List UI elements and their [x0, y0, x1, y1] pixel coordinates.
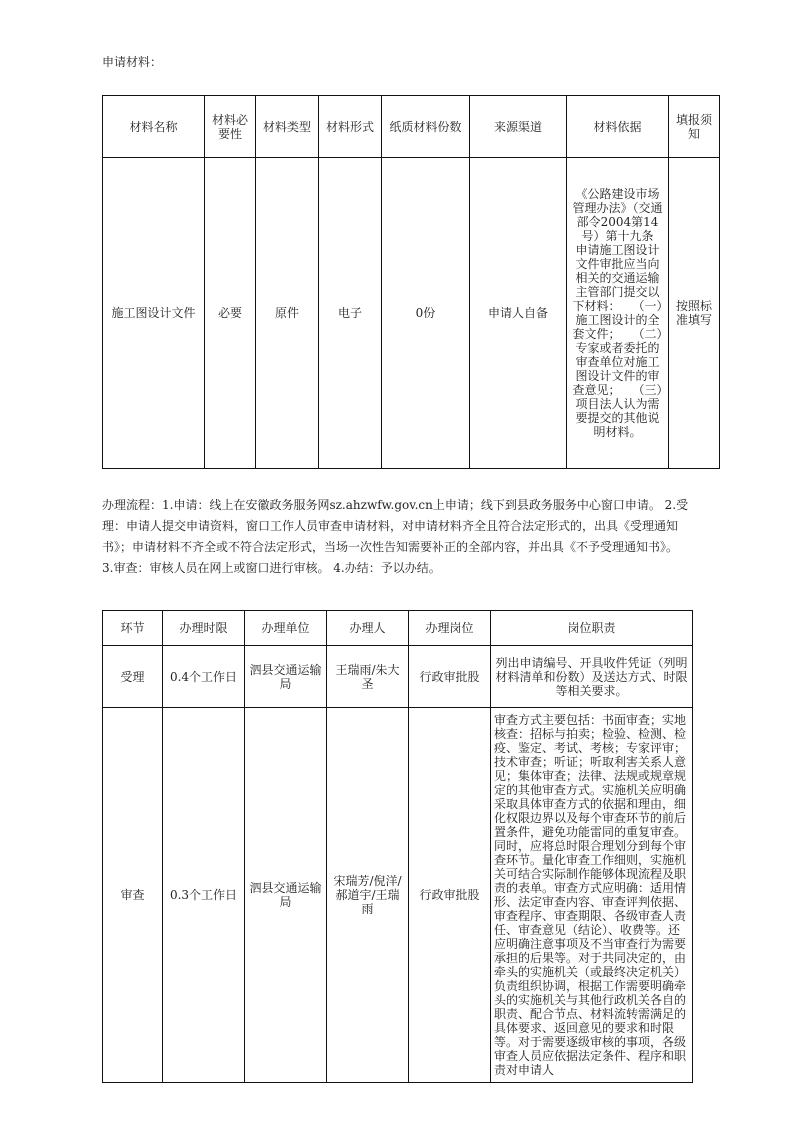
header-unit: 办理单位 — [245, 611, 327, 646]
cell-basis: 《公路建设市场管理办法》（交通部令2004第14号）第十九条 申请施工图设计文件审批应当向相关的交通运输主管部门提交以下材料： （一）施工图设计的全套文件； （二）专家或者委托的审查单位对施工图设计文件的审查意见； （三）项目法人认为需要提交的其他说明材料。 — [567, 158, 669, 469]
cell-duty: 列出申请编号、开具收件凭证（列明材料清单和份数）及送达方式、时限等相关要求。 — [491, 646, 693, 708]
table-row — [103, 158, 720, 469]
materials-title: 申请材料： — [102, 55, 163, 69]
header-post: 办理岗位 — [409, 611, 491, 646]
header-material-name: 材料名称 — [103, 96, 205, 158]
cell-material-form: 电子 — [319, 158, 382, 469]
table-row — [103, 708, 693, 1083]
cell-handler: 王瑞雨/朱大圣 — [327, 646, 409, 708]
cell-paper-copies: 0份 — [382, 158, 470, 469]
table-row — [103, 646, 693, 708]
materials-table — [102, 95, 720, 469]
cell-post: 行政审批股 — [409, 646, 491, 708]
header-necessity: 材料必要性 — [205, 96, 256, 158]
cell-source: 申请人自备 — [470, 158, 567, 469]
cell-duty: 审查方式主要包括：书面审查；实地核查：招标与拍卖；检验、检测、检疫、鉴定、考试、考核；专家评审；技术审查；听证；听取利害关系人意见；集体审查；法律、法规或规章规定的其他审查方式。实施机关应明确采取具体审查方式的依据和理由，细化权限边界以及每个审查环节的前后置条件，避免功能雷同的重复审查。同时，应将总时限合理划分到每个审查环节。量化审查工作细则，实施机关可结合实际制作能够体现流程及职责的表单。审查方式应明确：适用情形、法定审查内容、审查评判依据、审查程序、审查期限、各级审查人责任、审查意见（结论）、收费等。还应明确注意事项及不当审查行为需要承担的后果等。对于共同决定的，由牵头的实施机关（或最终决定机关）负责组织协调，根据工作需要明确牵头的实施机关与其他行政机关各自的职责、配合节点、材料流转需满足的具体要求、返回意见的要求和时限等。对于需要逐级审核的事项，各级审查人员应依据法定条件、程序和职责对申请人 — [491, 708, 693, 1083]
cell-stage: 审查 — [103, 708, 163, 1083]
header-source: 来源渠道 — [470, 96, 567, 158]
header-stage: 环节 — [103, 611, 163, 646]
header-notes: 填报须知 — [669, 96, 720, 158]
cell-time-limit: 0.3个工作日 — [163, 708, 245, 1083]
cell-handler: 宋瑞芳/倪洋/郝道宇/王瑞雨 — [327, 708, 409, 1083]
cell-stage: 受理 — [103, 646, 163, 708]
header-paper-copies: 纸质材料份数 — [382, 96, 470, 158]
cell-post: 行政审批股 — [409, 708, 491, 1083]
header-handler: 办理人 — [327, 611, 409, 646]
header-duty: 岗位职责 — [491, 611, 693, 646]
header-material-type: 材料类型 — [256, 96, 319, 158]
header-basis: 材料依据 — [567, 96, 669, 158]
cell-material-type: 原件 — [256, 158, 319, 469]
cell-notes: 按照标准填写 — [669, 158, 720, 469]
cell-unit: 泗县交通运输局 — [245, 708, 327, 1083]
header-time-limit: 办理时限 — [163, 611, 245, 646]
cell-time-limit: 0.4个工作日 — [163, 646, 245, 708]
process-table — [102, 610, 693, 1083]
cell-material-name: 施工图设计文件 — [103, 158, 205, 469]
materials-header-row — [103, 96, 720, 158]
process-flow-text: 办理流程：1.申请：线上在安徽政务服务网sz.ahzwfw.gov.cn上申请；线下到县政务服务中心窗口申请。 2.受理：申请人提交申请资料，窗口工作人员审查申请材料，对申请材料齐全且符合法定形式的，出具《受理通知书》；申请材料不齐全或不符合法定形式，当场一次性告知需要补正的全部内容，并出具《不予受理通知书》。 3.审查：审核人员在网上或窗口进行审核。 4.办结：予以办结。 — [102, 498, 689, 575]
process-header-row — [103, 611, 693, 646]
header-material-form: 材料形式 — [319, 96, 382, 158]
cell-necessity: 必要 — [205, 158, 256, 469]
cell-unit: 泗县交通运输局 — [245, 646, 327, 708]
